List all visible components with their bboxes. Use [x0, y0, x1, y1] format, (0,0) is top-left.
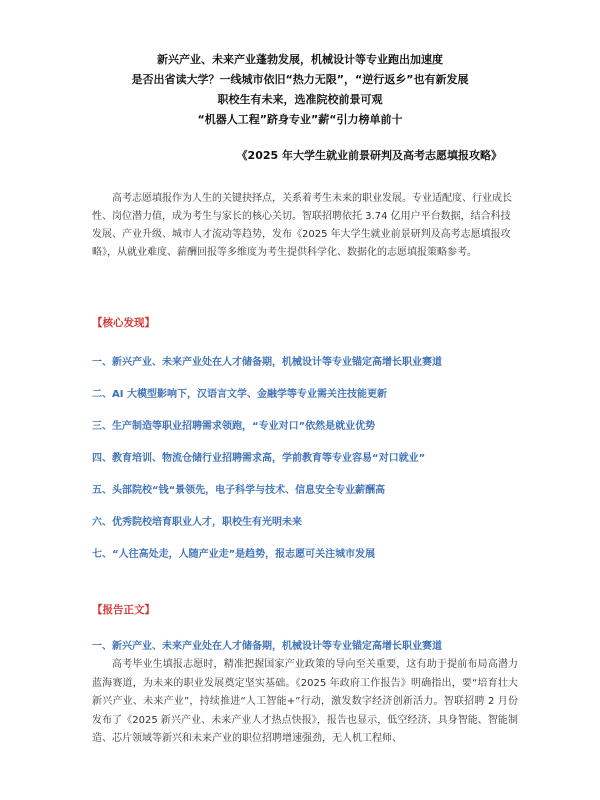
report-body-tag: 【报告正文】	[92, 604, 155, 616]
report-title: 《2025 年大学生就业前景研判及高考志愿填报攻略》	[236, 149, 502, 162]
headline-block	[0, 50, 600, 130]
finding-item-5[interactable]: 五、头部院校“钱“景领先，电子科学与技术、信息安全专业薪酬高	[92, 485, 386, 496]
headline-line-2: 是否出省读大学？一线城市依旧“热力无限”，“逆行返乡”也有新发展	[131, 73, 469, 86]
finding-item-7[interactable]: 七、“人往高处走，人随产业走”是趋势，报志愿可关注城市发展	[92, 549, 376, 560]
headline-line-4: “机器人工程”跻身专业”薪“引力榜单前十	[197, 113, 403, 126]
headline-line-3: 职校生有未来，选准院校前景可观	[217, 93, 383, 106]
finding-item-6[interactable]: 六、优秀院校培育职业人才，职校生有光明未来	[92, 517, 302, 528]
finding-item-2[interactable]: 二、AI 大模型影响下，汉语言文学、金融学等专业需关注技能更新	[92, 389, 387, 400]
core-findings-list	[92, 356, 522, 580]
body-section-heading: 一、新兴产业、未来产业处在人才储备期，机械设计等专业锚定高增长职业赛道	[92, 641, 442, 652]
core-findings-tag: 【核心发现】	[92, 317, 155, 329]
finding-item-1[interactable]: 一、新兴产业、未来产业处在人才储备期，机械设计等专业锚定高增长职业赛道	[92, 357, 442, 368]
headline-line-1: 新兴产业、未来产业蓬勃发展，机械设计等专业跑出加速度	[157, 53, 443, 66]
finding-item-4[interactable]: 四、教育培训、物流仓储行业招聘需求高，学前教育等专业容易“对口就业”	[92, 453, 426, 464]
intro-paragraph: 高考志愿填报作为人生的关键抉择点，关系着考生未来的职业发展。专业适配度、行业成长性、岗位潜力值，成为考生与家长的核心关切。智联招聘依托 3.74 亿用户平台数据，结合科技发展、产业升级、城市人才流动等趋势，发布《2025 年大学生就业前景研判及高考志愿填报攻略》，从就业难度、薪酬回报等多维度为考生提供科学化、数据化的志愿填报策略参考。	[92, 193, 512, 258]
finding-item-3[interactable]: 三、生产制造等职业招聘需求领跑，“专业对口”依然是就业优势	[92, 421, 376, 432]
body-paragraph: 高考毕业生填报志愿时，精准把握国家产业政策的导向至关重要，这有助于提前布局高潜力蓝海赛道，为未来的职业发展奠定坚实基础。《2025 年政府工作报告》明确指出，要“培育壮大新兴产业、未来产业”，持续推进“人工智能+”行动，激发数字经济创新活力。智联招聘 2 月份发布了《2025 新兴产业、未来产业人才热点快报》，报告也显示，低空经济、具身智能、智能制造、芯片领域等新兴和未来产业的职位招聘增速强劲，无人机工程师、	[92, 659, 518, 744]
